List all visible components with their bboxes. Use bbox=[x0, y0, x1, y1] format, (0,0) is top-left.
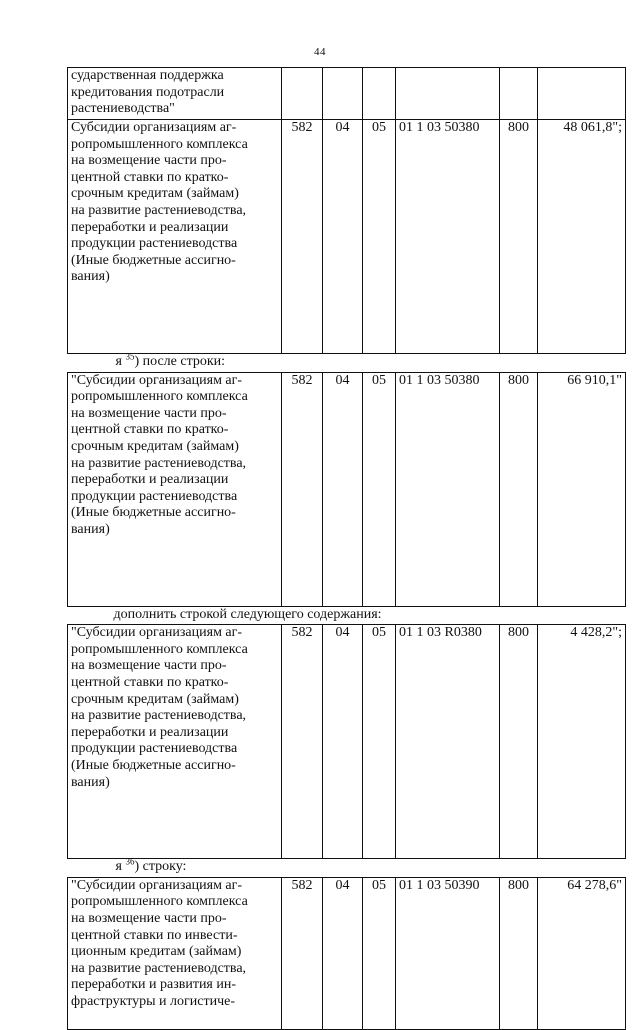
instruction-suffix: ) после строки: bbox=[134, 354, 226, 369]
table-body bbox=[68, 68, 626, 1030]
instruction-text bbox=[68, 351, 626, 373]
row-ministry-code: 582 bbox=[282, 372, 323, 606]
row-section: 04 bbox=[323, 625, 363, 859]
row-ministry-code: 582 bbox=[282, 625, 323, 859]
table-row bbox=[68, 372, 626, 606]
row-expense-type: 800 bbox=[500, 625, 538, 859]
row-description: Субсидии организациям аг- ропромышленного комплекса на возмещение части про- центной ставки по кратко- срочным кредитам (займам) на развитие растениеводства, переработки и реализации продукции растениеводства (Иные бюджетные ассигно- вания) bbox=[68, 120, 282, 354]
row-target-article: 01 1 03 50380 bbox=[396, 120, 500, 354]
row-description: сударственная поддержка кредитования подотрасли растениеводства" bbox=[68, 68, 282, 120]
page-number: 44 bbox=[314, 46, 326, 58]
row-section bbox=[323, 68, 363, 120]
row-target-article: 01 1 03 50380 bbox=[396, 372, 500, 606]
row-ministry-code: 582 bbox=[282, 120, 323, 354]
row-target-article: 01 1 03 R0380 bbox=[396, 625, 500, 859]
row-ministry-code: 582 bbox=[282, 877, 323, 1029]
instruction-prefix: я bbox=[115, 354, 126, 369]
row-expense-type: 800 bbox=[500, 372, 538, 606]
row-amount: 64 278,6" bbox=[538, 877, 626, 1029]
instruction-row bbox=[68, 859, 626, 878]
row-target-article bbox=[396, 68, 500, 120]
row-ministry-code bbox=[282, 68, 323, 120]
instruction-prefix: я bbox=[115, 859, 126, 875]
table-row bbox=[68, 120, 626, 354]
row-target-article: 01 1 03 50390 bbox=[396, 877, 500, 1029]
row-expense-type bbox=[500, 68, 538, 120]
table-row bbox=[68, 877, 626, 1029]
instruction-prefix: дополнить строкой следующего содержания: bbox=[113, 606, 382, 622]
instruction-text bbox=[68, 856, 626, 878]
row-subsection bbox=[363, 68, 396, 120]
row-expense-type: 800 bbox=[500, 120, 538, 354]
row-amount: 66 910,1" bbox=[538, 372, 626, 606]
budget-table bbox=[67, 67, 626, 1030]
row-subsection: 05 bbox=[363, 120, 396, 354]
row-subsection: 05 bbox=[363, 877, 396, 1029]
instruction-text bbox=[68, 606, 626, 625]
row-section: 04 bbox=[323, 120, 363, 354]
row-amount bbox=[538, 68, 626, 120]
instruction-suffix: ) строку: bbox=[134, 859, 187, 875]
row-section: 04 bbox=[323, 372, 363, 606]
instruction-row bbox=[68, 606, 626, 625]
row-description: "Субсидии организациям аг- ропромышленного комплекса на возмещение части про- центной ставки по кратко- срочным кредитам (займам) на развитие растениеводства, переработки и реализации продукции растениеводства (Иные бюджетные ассигно- вания) bbox=[68, 625, 282, 859]
table-row bbox=[68, 68, 626, 120]
row-amount: 48 061,8"; bbox=[538, 120, 626, 354]
row-subsection: 05 bbox=[363, 372, 396, 606]
table-row bbox=[68, 625, 626, 859]
row-description: "Субсидии организациям аг- ропромышленного комплекса на возмещение части про- центной ставки по инвести- ционным кредитам (займам) на развитие растениеводства, переработки и развития ин- фраструктуры и логистиче- bbox=[68, 877, 282, 1029]
instruction-row bbox=[68, 354, 626, 373]
footnote-number: 36 bbox=[125, 856, 135, 867]
row-section: 04 bbox=[323, 877, 363, 1029]
row-subsection: 05 bbox=[363, 625, 396, 859]
row-expense-type: 800 bbox=[500, 877, 538, 1029]
footnote-number: 35 bbox=[125, 351, 135, 362]
row-description: "Субсидии организациям аг- ропромышленного комплекса на возмещение части про- центной ставки по кратко- срочным кредитам (займам) на развитие растениеводства, переработки и реализации продукции растениеводства (Иные бюджетные ассигно- вания) bbox=[68, 372, 282, 606]
row-amount: 4 428,2"; bbox=[538, 625, 626, 859]
